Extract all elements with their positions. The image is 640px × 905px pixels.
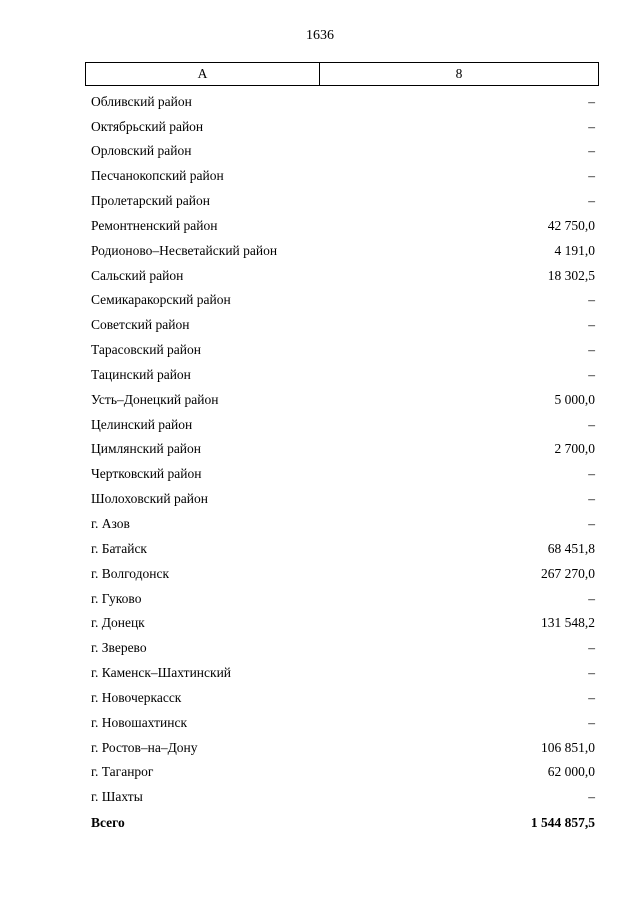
table-row — [91, 89, 595, 114]
row-name: г. Волгодонск — [91, 565, 170, 581]
row-name: г. Новочеркасск — [91, 689, 182, 705]
row-name: Чертковский район — [91, 466, 202, 482]
row-name: Песчанокопский район — [91, 168, 224, 184]
table-header — [85, 62, 599, 86]
row-name: Обливский район — [91, 93, 192, 109]
row-name: Семикаракорский район — [91, 292, 231, 308]
row-value: – — [588, 118, 595, 134]
row-name: г. Донецк — [91, 615, 145, 631]
table-row — [91, 561, 595, 586]
row-value: – — [588, 317, 595, 333]
row-value: – — [588, 789, 595, 805]
total-row — [91, 811, 595, 835]
table-row — [91, 710, 595, 735]
row-name: Целинский район — [91, 416, 193, 432]
row-name: Цимлянский район — [91, 441, 202, 457]
row-value: 267 270,0 — [541, 565, 595, 581]
row-name: г. Азов — [91, 516, 130, 532]
row-value: 18 302,5 — [547, 267, 595, 283]
total-value: 1 544 857,5 — [530, 815, 595, 830]
row-value: 68 451,8 — [547, 540, 595, 556]
table-row — [91, 288, 595, 313]
table-row — [91, 785, 595, 810]
row-name: г. Новошахтинск — [91, 714, 187, 730]
table-row — [91, 213, 595, 238]
row-value: – — [588, 665, 595, 681]
row-name: г. Ростов–на–Дону — [91, 739, 198, 755]
table-row — [91, 636, 595, 661]
table-row — [91, 387, 595, 412]
table-row — [91, 685, 595, 710]
table-row — [91, 487, 595, 512]
row-value: – — [588, 292, 595, 308]
total-label: Всего — [91, 815, 125, 830]
table-row — [91, 313, 595, 338]
row-value: 106 851,0 — [541, 739, 595, 755]
row-name: Октябрьский район — [91, 118, 204, 134]
row-name: Тарасовский район — [91, 342, 201, 358]
row-value: – — [588, 714, 595, 730]
row-value: – — [588, 516, 595, 532]
table-row — [91, 337, 595, 362]
row-value: – — [588, 689, 595, 705]
row-name: Усть–Донецкий район — [91, 391, 219, 407]
row-name: г. Таганрог — [91, 764, 154, 780]
table-row — [91, 263, 595, 288]
row-name: Тацинский район — [91, 366, 191, 382]
table-row — [91, 362, 595, 387]
row-value: 42 750,0 — [547, 217, 595, 233]
page-number: 1636 — [306, 28, 334, 43]
row-value: – — [588, 366, 595, 382]
table-row — [91, 164, 595, 189]
row-name: Шолоховский район — [91, 491, 208, 507]
row-value: 62 000,0 — [547, 764, 595, 780]
row-name: Пролетарский район — [91, 193, 210, 209]
table-row — [91, 511, 595, 536]
row-name: Сальский район — [91, 267, 184, 283]
table-row — [91, 536, 595, 561]
table-row — [91, 586, 595, 611]
row-name: Орловский район — [91, 143, 192, 159]
row-value: – — [588, 342, 595, 358]
table-row — [91, 188, 595, 213]
row-value: – — [588, 143, 595, 159]
table-row — [91, 462, 595, 487]
row-value: – — [588, 93, 595, 109]
row-name: г. Каменск–Шахтинский — [91, 665, 232, 681]
row-value: – — [588, 466, 595, 482]
row-name: Советский район — [91, 317, 190, 333]
row-name: г. Батайск — [91, 540, 147, 556]
column-header-a: А — [86, 63, 320, 85]
row-value: 4 191,0 — [554, 242, 595, 258]
table-row — [91, 139, 595, 164]
row-name: г. Зверево — [91, 640, 147, 656]
table-row — [91, 735, 595, 760]
row-value: 5 000,0 — [554, 391, 595, 407]
table-row — [91, 412, 595, 437]
row-name: г. Гуково — [91, 590, 142, 606]
row-name: Ремонтненский район — [91, 217, 218, 233]
row-value: – — [588, 416, 595, 432]
row-value: – — [588, 640, 595, 656]
table-row — [91, 114, 595, 139]
table-row — [91, 238, 595, 263]
row-value: – — [588, 193, 595, 209]
table-row — [91, 437, 595, 462]
table-row — [91, 660, 595, 685]
row-value: 2 700,0 — [554, 441, 595, 457]
column-header-8: 8 — [455, 66, 463, 81]
row-name: Родионово–Несветайский район — [91, 242, 278, 258]
row-value: – — [588, 168, 595, 184]
row-value: – — [588, 590, 595, 606]
table-row — [91, 611, 595, 636]
row-name: г. Шахты — [91, 789, 143, 805]
table-row — [91, 760, 595, 785]
row-value: – — [588, 491, 595, 507]
row-value: 131 548,2 — [541, 615, 595, 631]
table-body — [91, 89, 595, 809]
